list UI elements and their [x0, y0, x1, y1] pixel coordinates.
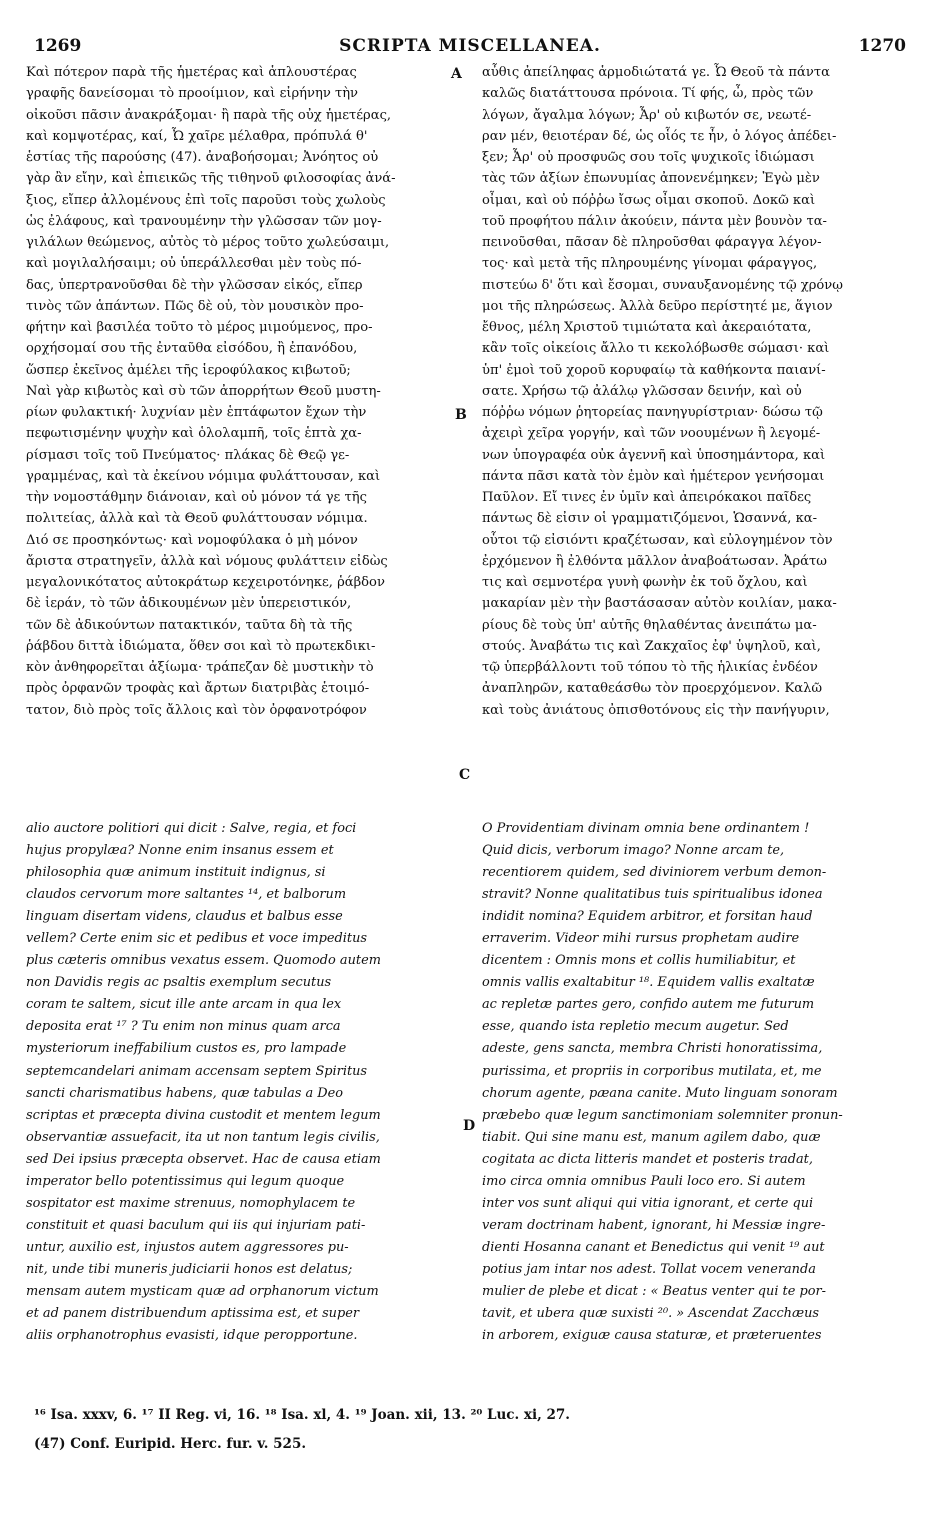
text-line: chorum agente, pæana canite. Muto linguam sonoram — [482, 1085, 838, 1101]
text-line: αὖθις ἀπείληφας ἁρμοδιώτατά γε. Ὦ Θεοῦ τὰ πάντα — [482, 65, 830, 80]
text-line: untur, auxilio est, injustos autem aggressores pu- — [26, 1239, 349, 1255]
text-line: aliis orphanotrophus evasisti, idque peropportune. — [26, 1328, 358, 1344]
text-line: ξεν; Ἆρ' οὐ προσφυῶς σου τοῖς ψυχικοῖς ἰδιώμασι — [482, 150, 815, 165]
text-line: κὸν ἀνθηφορεῖται ἀξίωμα· τράπεζαν δὲ μυστικὴν τὸ — [26, 660, 374, 675]
text-line: πάντα πᾶσι κατὰ τὸν ἐμὸν καὶ ἡμέτερον γενήσομαι — [482, 468, 825, 484]
text-line: οἶμαι, καὶ οὐ πόῤῥω ἴσως οἶμαι σκοποῦ. Δοκῶ καὶ — [482, 192, 816, 208]
text-line: ραν μέν, θειοτέραν δέ, ὡς οἷός τε ἦν, ὁ λόγος ἀπέδει- — [482, 128, 837, 144]
text-line: recentiorem quidem, sed diviniorem verbum demon- — [482, 865, 827, 881]
text-line: tavit, et ubera quæ suxisti ²⁰. » Ascendat Zacchæus — [482, 1306, 819, 1322]
text-line: cogitata ac dicta litteris mandet et posteris tradat, — [482, 1151, 813, 1167]
text-line: ac repletæ partes gero, confido autem me futurum — [482, 997, 815, 1013]
text-line: φήτην καὶ βασιλέα τοῦτο τὸ μέρος μιμούμενος, προ- — [26, 320, 373, 335]
text-line: ῥάβδου διττὰ ἰδιώματα, ὅθεν σοι καὶ τὸ πρωτεκδικι- — [26, 638, 376, 654]
section-marker-c: C — [459, 767, 471, 783]
text-line: ὡς ἐλάφους, καὶ τρανουμένην τὴν γλῶσσαν τῶν μογ- — [26, 213, 382, 229]
text-line: scriptas et præcepta divina custodit et mentem legum — [26, 1107, 381, 1123]
text-line: τῶν δὲ ἀδικούντων πατακτικόν, ταῦτα δὴ τὰ τῆς — [26, 617, 353, 633]
text-line: μεγαλονικότατος αὐτοκράτωρ κεχειροτόνηκε, ῥάβδον — [26, 575, 385, 590]
section-marker-d: D — [463, 1118, 476, 1134]
text-line: stravit? Nonne qualitatibus tuis spiritualibus idonea — [482, 887, 823, 903]
text-line: imo circa omnia omnibus Pauli loco ero. Si autem — [482, 1173, 806, 1189]
text-line: veram doctrinam habent, ignorant, hi Messiæ ingre- — [482, 1217, 826, 1233]
text-line: τὰς τῶν ἀξίων ἐπωνυμίας ἀπονενέμηκεν; Ἐγὼ μὲν — [482, 171, 820, 187]
text-line: ἀναπληρῶν, καταθεάσθω τὸν προερχόμενον. Καλῶ — [482, 681, 823, 697]
text-line: philosophia quæ animum instituit indignus, si — [26, 865, 326, 881]
text-line: γραμμένας, καὶ τὰ ἐκείνου νόμιμα φυλάττουσαν, καὶ — [26, 468, 381, 484]
text-line: δὲ ἱεράν, τὸ τῶν ἀδικουμένων μὲν ὑπερειστικόν, — [26, 596, 352, 612]
latin-translation-right-column — [482, 818, 906, 1347]
text-line: constituit et quasi baculum qui iis qui injuriam pati- — [26, 1217, 366, 1233]
text-line: non Davidis regis ac psaltis exemplum secutus — [26, 975, 332, 991]
text-line: οἰκοῦσι πᾶσιν ἀνακράξομαι· ἢ παρὰ τῆς οὐχ ἡμετέρας, — [26, 107, 392, 123]
text-line: καὶ κομψοτέρας, καί, Ὦ χαῖρε μέλαθρα, πρόπυλά θ' — [26, 128, 368, 144]
text-line: ρίσμασι τοῖς τοῦ Πνεύματος· πλάκας δὲ Θεῷ γε- — [26, 447, 350, 463]
text-line: γιλάλων θεώμενος, αὐτὸς τὸ μέρος τοῦτο χωλεύσαιμι, — [26, 235, 390, 250]
text-line: in arborem, exiguæ causa staturæ, et præteruentes — [482, 1328, 822, 1344]
section-marker-a: A — [451, 66, 462, 82]
text-line: ἄριστα στρατηγεῖν, ἀλλὰ καὶ νόμους φυλάττειν εἰδὼς — [26, 553, 388, 569]
text-line: Ναὶ γὰρ κιβωτὸς καὶ σὺ τῶν ἀπορρήτων Θεοῦ μυστη- — [26, 383, 381, 399]
text-line: γὰρ ἂν εἴην, καὶ ἐπιεικῶς τῆς τιθηνοῦ φιλοσοφίας ἀνά- — [26, 171, 396, 187]
text-line: πιστεύω δ' ὅτι καὶ ἔσομαι, συναυξανομένης τῷ χρόνῳ — [482, 277, 843, 293]
latin-translation-left-column — [26, 818, 462, 1347]
text-line: τῷ ὑπερβάλλοντι τοῦ τόπου τὸ τῆς ἡλικίας ἐνδέον — [482, 660, 818, 675]
text-line: ἐρχόμενον ἢ ἐλθόντα μᾶλλον ἀναβοάτωσαν. Ἀράτω — [482, 553, 827, 569]
text-line: purissima, et propriis in corporibus mutilata, et, me — [482, 1063, 822, 1079]
text-line: O Providentiam divinam omnia bene ordinantem ! — [482, 821, 810, 836]
text-line: claudos cervorum more saltantes ¹⁴, et balborum — [26, 887, 347, 903]
text-line: Διό σε προσηκόντως· καὶ νομοφύλακα ὁ μὴ μόνον — [26, 532, 358, 548]
text-line: τις καὶ σεμνοτέρα γυνὴ φωνὴν ἐκ τοῦ ὄχλου, καὶ — [482, 575, 808, 590]
text-line: Quid dicis, verborum imago? Nonne arcam te, — [482, 843, 785, 859]
text-line: ὥσπερ ἐκεῖνος ἀμέλει τῆς ἱεροφύλακος κιβωτοῦ; — [26, 362, 351, 378]
text-line: imperator bello potentissimus qui legum quoque — [26, 1173, 345, 1189]
text-line: deposita erat ¹⁷ ? Tu enim non minus quam arca — [26, 1019, 341, 1035]
text-line: inter vos sunt aliqui qui vitia ignorant, et certe qui — [482, 1195, 814, 1211]
text-line: et ad panem distribuendum aptissima est, et super — [26, 1306, 360, 1322]
text-line: πάντως δὲ εἰσιν οἱ γραμματιζόμενοι, Ὡσαννά, κα- — [482, 511, 818, 527]
text-line: τος· καὶ μετὰ τῆς πληρουμένης γίνομαι φάραγγος, — [482, 256, 818, 272]
running-header — [34, 36, 906, 64]
text-line: ὑπ' ἐμοὶ τοῦ χοροῦ κορυφαίῳ τὰ καθήκοντα παιανί- — [482, 362, 826, 378]
text-line: στούς. Ἀναβάτω τις καὶ Ζακχαῖος ἐφ' ὑψηλοῦ, καὶ, — [482, 638, 821, 654]
text-line: ξιος, εἴπερ ἀλλομένους ἐπὶ τοῖς παροῦσι τοὺς χωλοὺς — [26, 192, 386, 208]
text-line: μοι τῆς πληρώσεως. Ἀλλὰ δεῦρο περίστητέ με, ἅγιον — [482, 298, 833, 314]
text-line: mensam autem mysticam quæ ad orphanorum victum — [26, 1283, 379, 1299]
text-line: esse, quando ista repletio mecum augetur. Sed — [482, 1019, 789, 1035]
text-line: πολιτείας, ἀλλὰ καὶ τὰ Θεοῦ φυλάττουσαν νόμιμα. — [26, 511, 368, 527]
footnote-references: ¹⁶ Isa. xxxv, 6. ¹⁷ II Reg. vi, 16. ¹⁸ Isa. xl, 4. ¹⁹ Joan. xii, 13. ²⁰ Luc. xi, 27. — [34, 1407, 570, 1423]
text-line: coram te saltem, sicut ille ante arcam in qua lex — [26, 997, 342, 1013]
text-line: πεφωτισμένην ψυχὴν καὶ ὁλολαμπῆ, τοῖς ἑπτὰ χα- — [26, 426, 362, 442]
text-line: πρὸς ὀρφανῶν τροφὰς καὶ ἄρτων διατριβὰς ἑτοιμό- — [26, 681, 370, 697]
text-line: ορχήσομαί σου τῆς ἐνταῦθα εἰσόδου, ἢ ἐπανόδου, — [26, 341, 358, 357]
text-line: τατον, διὸ πρὸς τοῖς ἄλλοις καὶ τὸν ὀρφανοτρόφον — [26, 702, 367, 718]
text-line: mysteriorum ineffabilium custos es, pro lampade — [26, 1041, 347, 1057]
text-line: Καὶ πότερον παρὰ τῆς ἡμετέρας καὶ ἁπλουστέρας — [26, 65, 357, 80]
text-line: tiabit. Qui sine manu est, manum agilem dabo, quæ — [482, 1129, 821, 1145]
text-line: τὴν νομοστάθμην διάνοιαν, καὶ οὐ μόνον τά γε τῆς — [26, 490, 367, 505]
text-line: σατε. Χρήσω τῷ ἀλάλῳ γλῶσσαν δεινήν, καὶ οὐ — [482, 383, 802, 399]
text-line: mulier de plebe et dicat : « Beatus venter qui te por- — [482, 1283, 826, 1299]
text-line: πεινοῦσθαι, πᾶσαν δὲ πληροῦσθαι φάραγγα λέγον- — [482, 235, 822, 250]
text-line: ἀχειρὶ χεῖρα γοργήν, καὶ τῶν νοουμένων ἢ λεγομέ- — [482, 426, 821, 442]
text-line: sancti charismatibus habens, quæ tabulas a Deo — [26, 1085, 344, 1101]
text-line: sed Dei ipsius præcepta observet. Hac de causa etiam — [26, 1151, 381, 1167]
text-line: γραφῆς δανείσομαι τὸ προοίμιον, καὶ εἰρήνην τὴν — [26, 86, 359, 102]
greek-text-right-column — [482, 62, 906, 721]
text-line: observantiæ assuefacit, ita ut non tantum legis civilis, — [26, 1129, 380, 1145]
text-line: τοῦ προφήτου πάλιν ἀκούειν, πάντα μὲν βουνὸν τα- — [482, 213, 827, 229]
text-line: οὗτοι τῷ εἰσιόντι κραζέτωσαν, καὶ εὐλογημένον τὸν — [482, 532, 833, 548]
text-line: μακαρίαν μὲν τὴν βαστάσασαν αὐτὸν κοιλίαν, μακα- — [482, 596, 837, 612]
text-line: ρίους δὲ τοὺς ὑπ' αὐτῆς θηλαθέντας ἀνειπάτω μα- — [482, 617, 817, 633]
running-title: SCRIPTA MISCELLANEA. — [339, 36, 601, 56]
text-line: dicentem : Omnis mons et collis humiliabitur, et — [482, 953, 796, 969]
text-line: πόῤῥω νόμων ῥητορείας πανηγυρίστριαν· δώσω τῷ — [482, 405, 823, 420]
text-line: hujus propylæa? Nonne enim insanus essem et — [26, 843, 334, 859]
text-line: omnis vallis exaltabitur ¹⁸. Equidem vallis exaltatæ — [482, 975, 815, 991]
text-line: Παῦλον. Εἴ τινες ἐν ὑμῖν καὶ ἀπειρόκακοι παῖδες — [482, 490, 812, 505]
text-line: λόγων, ἄγαλμα λόγων; Ἆρ' οὐ κιβωτόν σε, νεωτέ- — [482, 107, 812, 123]
text-line: indidit nomina? Equidem arbitror, et forsitan haud — [482, 909, 813, 925]
text-line: νων ὑπογραφέα οὐκ ἀγεννῆ καὶ ὑποσημάντορα, καὶ — [482, 447, 826, 463]
footnote-47: (47) Conf. Euripid. Herc. fur. v. 525. — [34, 1436, 307, 1452]
greek-text-left-column — [26, 62, 462, 721]
text-line: potius jam intar nos adest. Tollat vocem veneranda — [482, 1261, 816, 1277]
text-line: ρίων φυλακτική· λυχνίαν μὲν ἑπτάφωτον ἔχων τὴν — [26, 405, 367, 420]
text-line: nit, unde tibi muneris judiciarii honos est delatus; — [26, 1261, 353, 1277]
text-line: septemcandelari animam accensam septem Spiritus — [26, 1063, 368, 1079]
text-line: δας, ὑπερτρανοῦσθαι δὲ τὴν γλῶσσαν εἰκός, εἴπερ — [26, 277, 363, 293]
text-line: κἂν τοῖς οἰκείοις ἄλλο τι κεκολόβωσθε σώμασι· καὶ — [482, 341, 830, 357]
page-number-right: 1270 — [858, 36, 906, 56]
text-line: adeste, gens sancta, membra Christi honoratissima, — [482, 1041, 823, 1057]
text-line: sospitator est maxime strenuus, nomophylacem te — [26, 1195, 356, 1211]
text-line: alio auctore politiori qui dicit : Salve, regia, et foci — [26, 821, 357, 836]
page-number-left: 1269 — [34, 36, 82, 56]
text-line: ἑστίας τῆς παρούσης (47). ἀναβοήσομαι; Ἀνόητος οὐ — [26, 150, 379, 165]
text-line: plus cæteris omnibus vexatus essem. Quomodo autem — [26, 953, 381, 969]
text-line: τινὸς τῶν ἁπάντων. Πῶς δὲ οὐ, τὸν μουσικὸν προ- — [26, 298, 364, 314]
text-line: καὶ τοὺς ἀνιάτους ὀπισθοτόνους εἰς τὴν πανήγυριν, — [482, 702, 830, 718]
text-line: καὶ μογιλαλήσαιμι; οὐ ὑπεράλλεσθαι μὲν τοὺς πό- — [26, 256, 362, 272]
section-marker-b: B — [455, 407, 467, 423]
text-line: καλῶς διατάττουσα πρόνοια. Τί φής, ὦ, πρὸς τῶν — [482, 86, 814, 102]
text-line: linguam disertam videns, claudus et balbus esse — [26, 909, 343, 925]
text-line: præbebo quæ legum sanctimoniam solemniter pronun- — [482, 1107, 843, 1123]
text-line: dienti Hosanna canant et Benedictus qui venit ¹⁹ aut — [482, 1239, 825, 1255]
text-line: ἔθνος, μέλη Χριστοῦ τιμιώτατα καὶ ἀκεραιότατα, — [482, 320, 812, 335]
text-line: erraverim. Videor mihi rursus prophetam audire — [482, 931, 800, 947]
text-line: vellem? Certe enim sic et pedibus et voce impeditus — [26, 931, 368, 947]
